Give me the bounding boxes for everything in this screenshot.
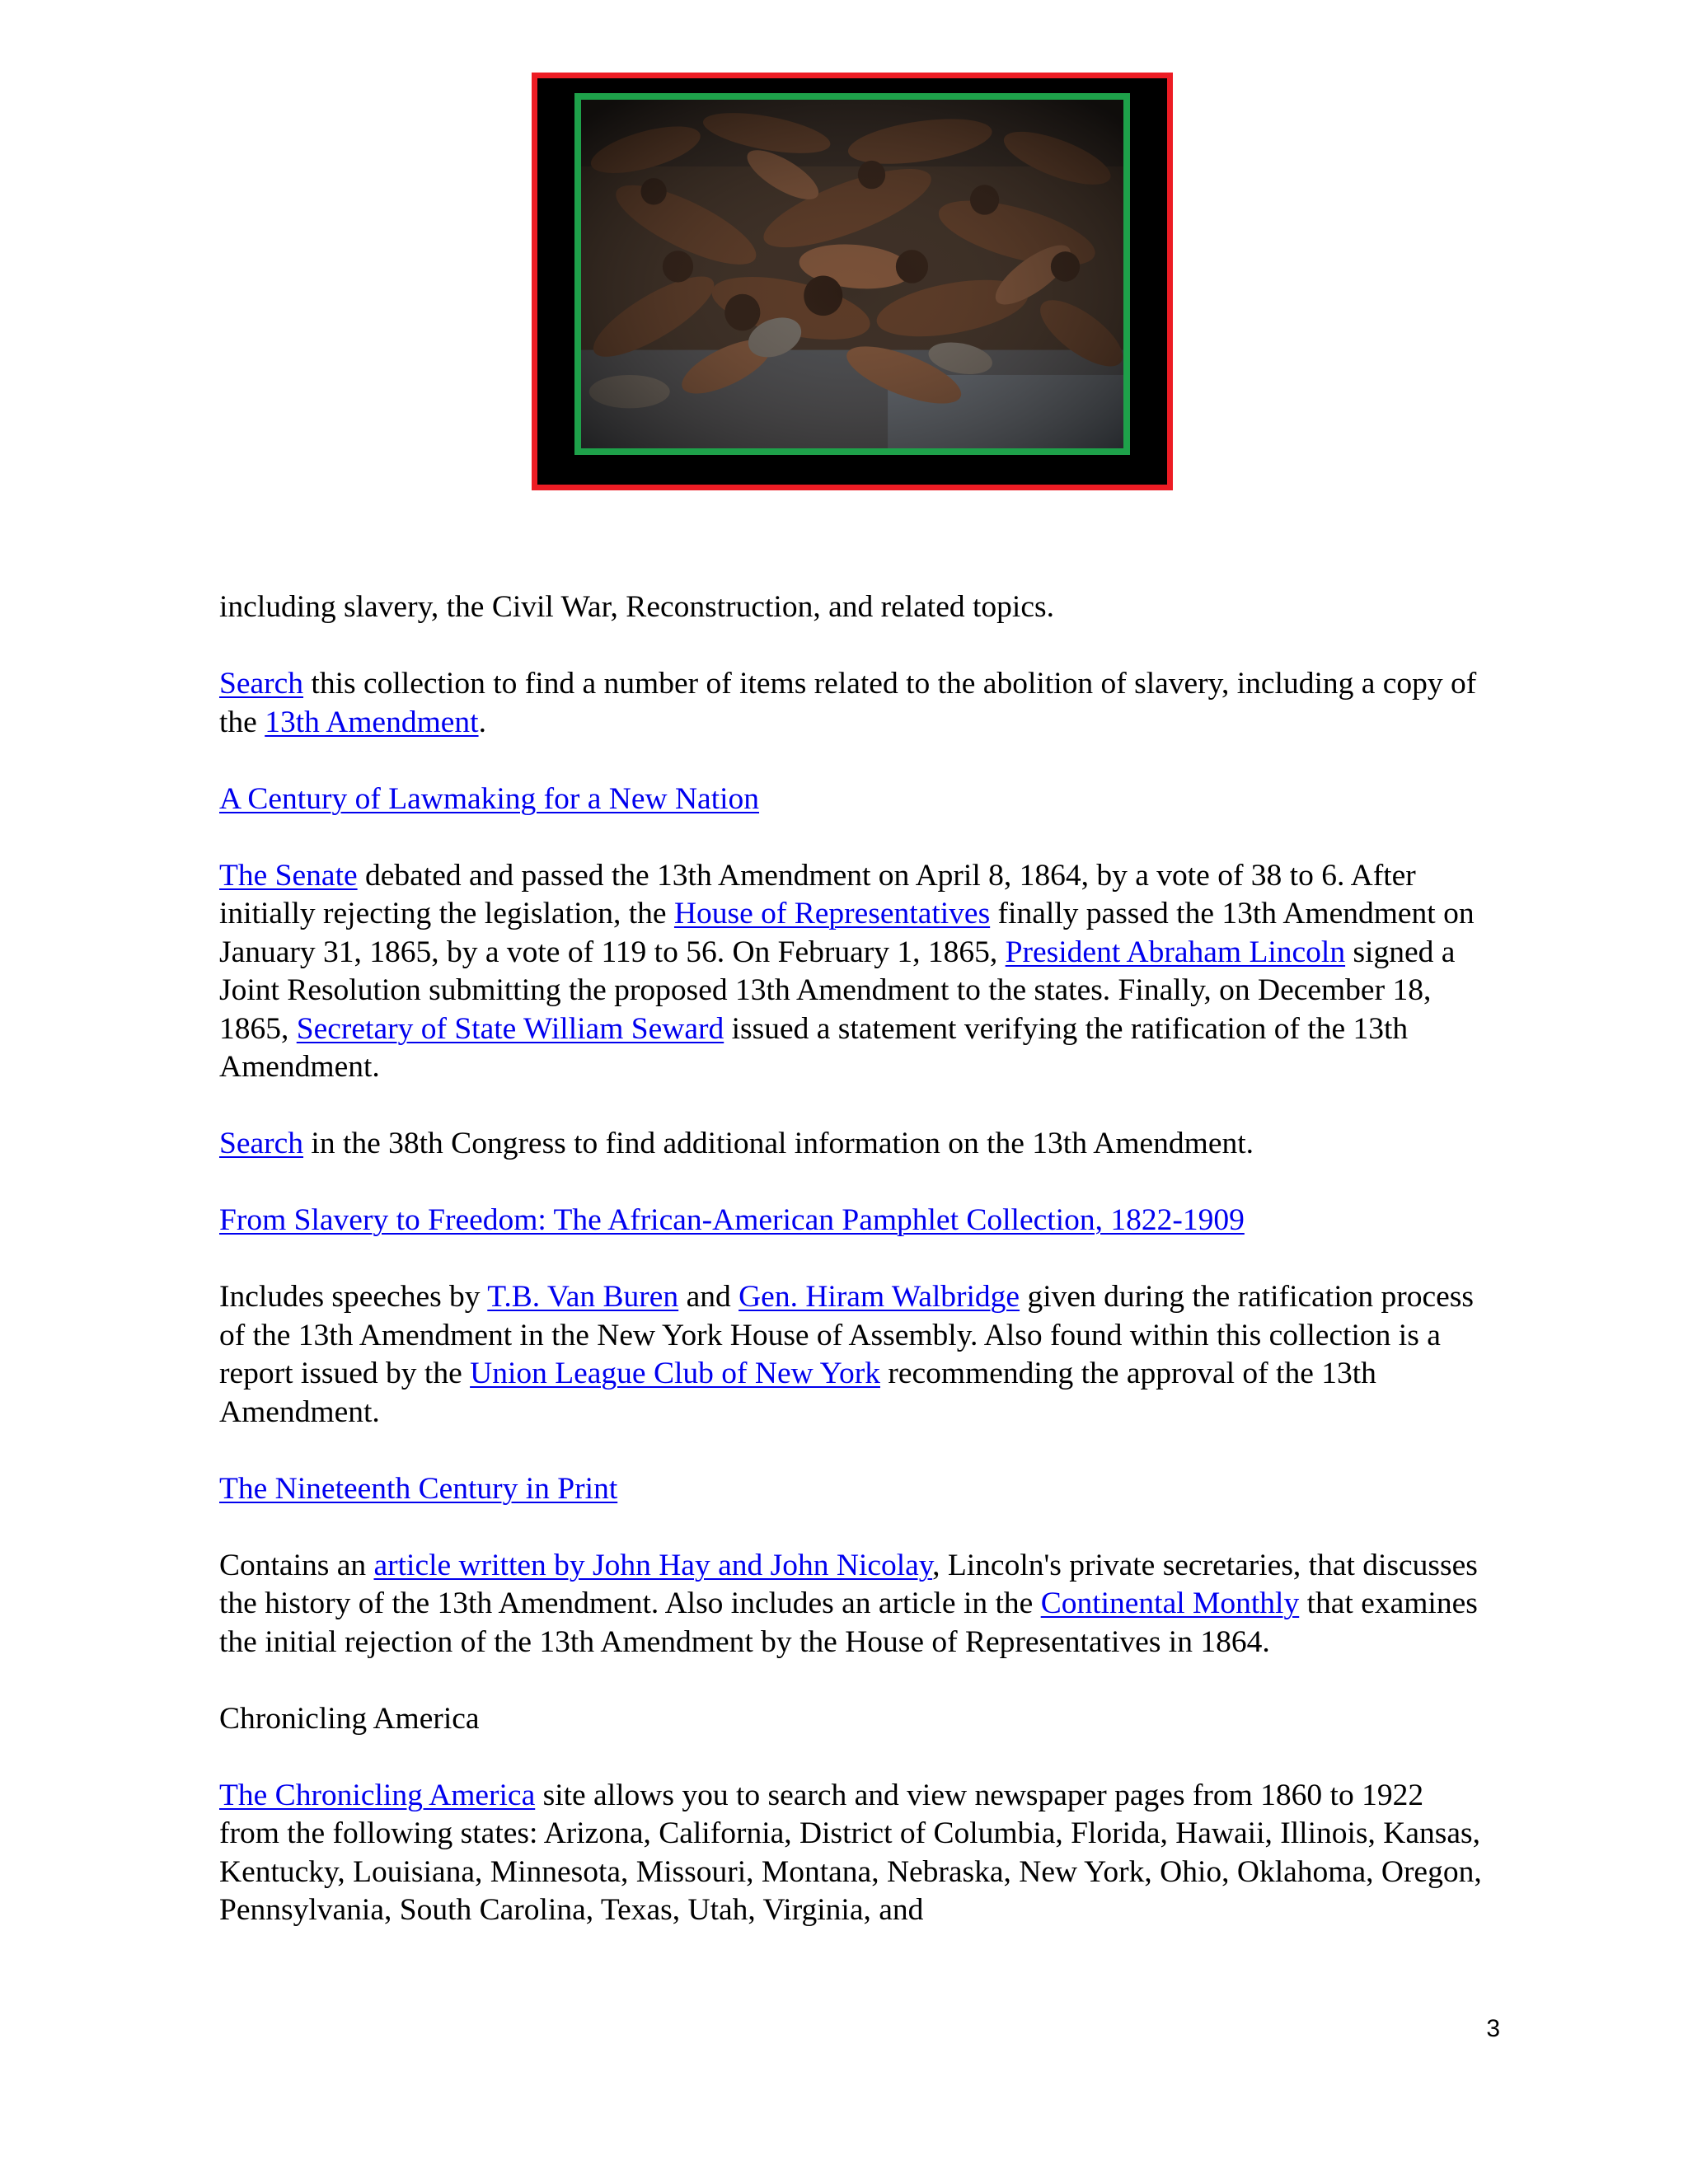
search-link[interactable]: Search xyxy=(219,667,304,701)
house-of-representatives-link[interactable]: House of Representatives xyxy=(673,897,991,930)
section-heading-chronicling-america: Chronicling America xyxy=(219,1701,480,1736)
union-league-club-link[interactable]: Union League Club of New York xyxy=(470,1357,880,1390)
gen-hiram-walbridge-link[interactable]: Gen. Hiram Walbridge xyxy=(738,1280,1020,1314)
section-heading-nineteenth-century xyxy=(219,1470,1489,1509)
section-heading-century-of-lawmaking xyxy=(219,780,1489,819)
senate-paragraph: The Senate debated and passed the 13th Amendment on April 8, 1864, by a vote of 38 to 6. After initially rejecting the legislation, the House of Representatives finally passed the 13th Amendment on January 31, 1865, by a vote of 119 to 56. On February 1, 1865, President Abraham Lincoln signed a Joint Resolution submitting the proposed 13th Amendment to the states. Finally, on December 18, 1865, Secretary of State William Seward issued a statement verifying the ratification of the 13th Amendment. xyxy=(219,858,1475,1084)
president-abraham-lincoln-link[interactable]: President Abraham Lincoln xyxy=(1005,935,1346,969)
hay-nicolay-paragraph: Contains an article written by John Hay and John Nicolay, Lincoln's private secretaries, that discusses the history of the 13th Amendment. Also includes an article in the Continental Monthly that examines the initial rejection of the 13th Amendment by the House of Representatives in 1864. xyxy=(219,1548,1478,1659)
crowd-photo-illustration xyxy=(581,100,1123,448)
search-collection-paragraph: Search this collection to find a number of items related to the abolition of slavery, including a copy of the 13th Amendment. xyxy=(219,667,1477,739)
nineteenth-century-in-print-link[interactable]: The Nineteenth Century in Print xyxy=(219,1471,618,1506)
section-heading-slavery-to-freedom xyxy=(219,1202,1489,1240)
search-38th-congress-link[interactable]: Search xyxy=(219,1127,304,1160)
13th-amendment-link[interactable]: 13th Amendment xyxy=(265,705,479,739)
continental-monthly-link[interactable]: Continental Monthly xyxy=(1040,1586,1300,1620)
chronicling-america-paragraph: The Chronicling America site allows you to search and view newspaper pages from 1860 to 1922 from the following states: Arizona, California, District of Columbia, Florida, Hawaii, Illinois, Kansas, Kentucky, Louisiana, Minnesota, Missouri, Montana, Nebraska, New York, Ohio, Oklahoma, Oregon, Pennsylvania, South Carolina, Texas, Utah, Virginia, and xyxy=(219,1778,1482,1927)
slavery-to-freedom-link[interactable]: From Slavery to Freedom: The African-American Pamphlet Collection, 1822-1909 xyxy=(219,1203,1245,1237)
the-senate-link[interactable]: The Senate xyxy=(219,858,358,893)
photo-frame xyxy=(532,73,1173,490)
chronicling-america-link[interactable]: The Chronicling America xyxy=(219,1778,536,1812)
crowd-photo xyxy=(574,93,1130,455)
search-congress-paragraph: Search in the 38th Congress to find additional information on the 13th Amendment. xyxy=(219,1127,1254,1160)
speeches-paragraph: Includes speeches by T.B. Van Buren and Gen. Hiram Walbridge given during the ratification process of the 13th Amendment in the New York House of Assembly. Also found within this collection is a report issued by the Union League Club of New York recommending the approval of the 13th Amendment. xyxy=(219,1280,1474,1429)
secretary-of-state-william-seward-link[interactable]: Secretary of State William Seward xyxy=(296,1011,724,1046)
intro-paragraph: including slavery, the Civil War, Reconstruction, and related topics. xyxy=(219,590,1054,624)
tb-van-buren-link[interactable]: T.B. Van Buren xyxy=(487,1280,679,1314)
page-number: 3 xyxy=(1486,2015,1500,2042)
document-body xyxy=(219,588,1489,1968)
century-of-lawmaking-link[interactable]: A Century of Lawmaking for a New Nation xyxy=(219,781,760,816)
hay-nicolay-article-link[interactable]: article written by John Hay and John Nicolay xyxy=(373,1548,933,1582)
